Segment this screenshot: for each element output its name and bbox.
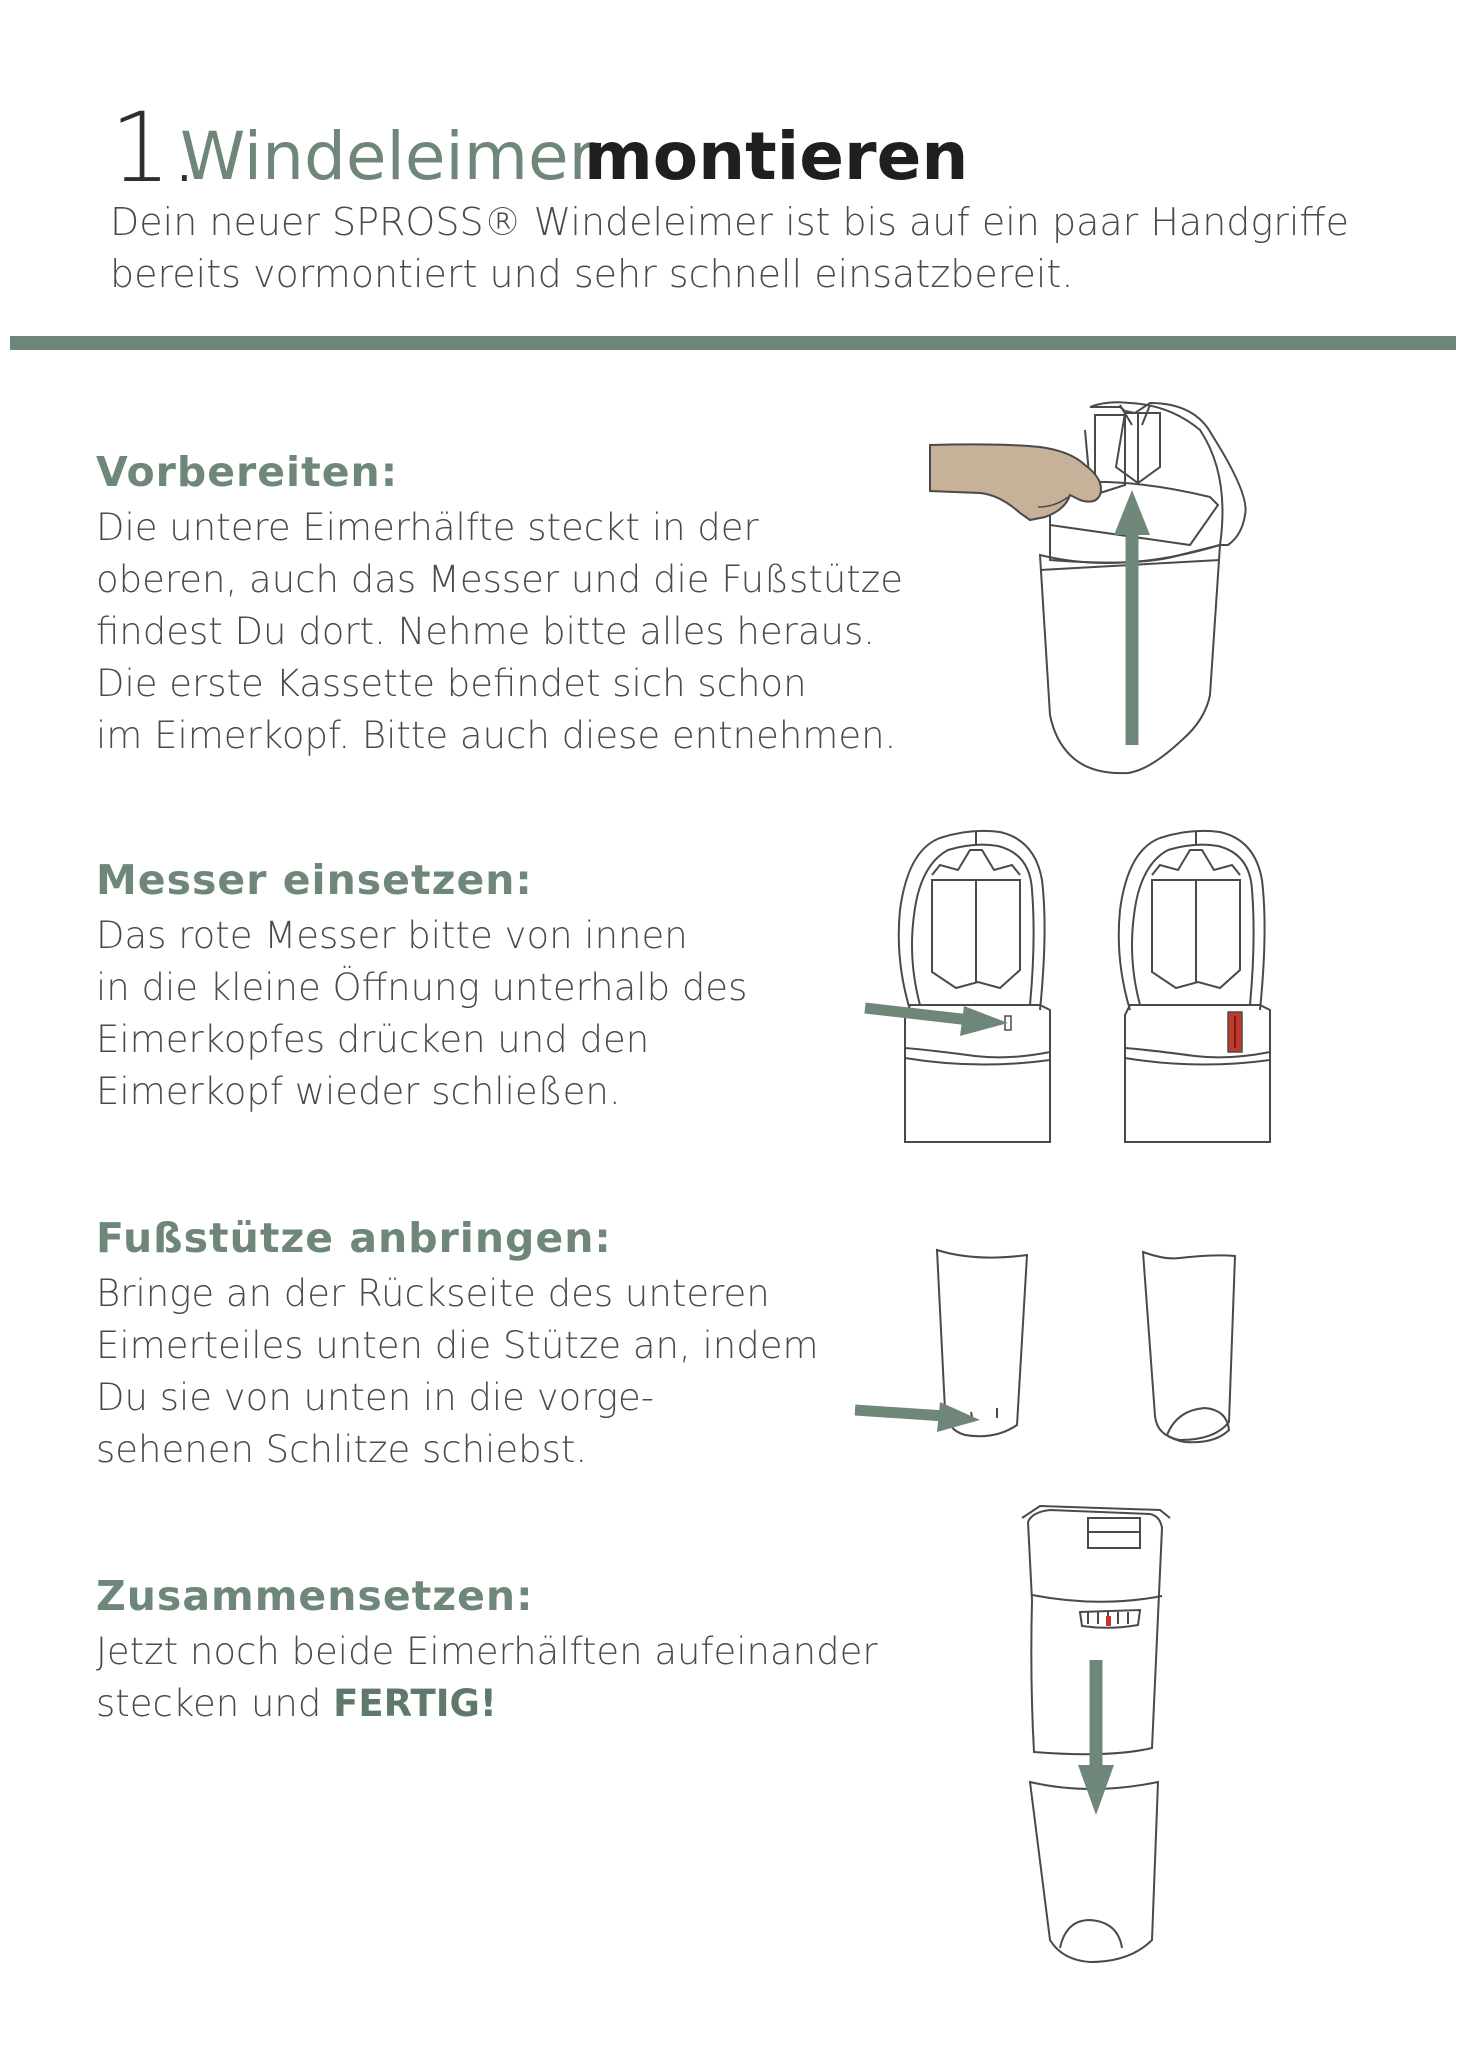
step-body-vorbereiten: Die untere Eimerhälfte steckt in der oberen, auch das Messer und die Fußstütze findest Du dort. Nehme bitte alles heraus. Die erste Kassette befindet sich schon im Eimerkopf. Bitte auch diese entnehmen. — [96, 506, 903, 757]
fertig-highlight: FERTIG! — [333, 1682, 497, 1725]
step-body-text: Jetzt noch beide Eimerhälften aufeinander stecken und — [96, 1630, 878, 1725]
foot-support-illustration — [855, 1240, 1285, 1470]
step-body-messer: Das rote Messer bitte von innen in die kleine Öffnung unterhalb des Eimerkopfes drücken und den Eimerkopf wieder schließen. — [96, 914, 748, 1113]
section-number: 1. — [110, 92, 198, 204]
step-title-vorbereiten: Vorbereiten: — [96, 448, 399, 496]
arrow-down-icon — [1078, 1765, 1114, 1815]
arrow-up-icon — [1114, 490, 1150, 535]
step-title-messer: Messer einsetzen: — [96, 856, 533, 904]
arrow-right-icon — [937, 1402, 980, 1432]
subtitle: Dein neuer SPROSS® Windeleimer ist bis auf ein paar Handgriffe bereits vormontiert und sehr schnell einsatzbereit. — [110, 200, 1349, 296]
step-title-fussstuetze: Fußstütze anbringen: — [96, 1214, 612, 1262]
step-title-zusammensetzen: Zusammensetzen: — [96, 1572, 534, 1620]
arrow-right-icon — [960, 1006, 1008, 1036]
step-body-zusammensetzen — [96, 1626, 878, 1730]
step-body-fussstuetze: Bringe an der Rückseite des unteren Eimerteiles unten die Stütze an, indem Du sie von unten in die vorge- sehenen Schlitze schiebst. — [96, 1272, 819, 1471]
hand-icon — [930, 444, 1101, 520]
title-bold: montieren — [584, 118, 969, 195]
title-accent: Windeleimer — [180, 118, 596, 195]
knife-insert-illustration — [860, 820, 1320, 1160]
bin-open-with-hand-illustration — [920, 395, 1260, 785]
assemble-bin-illustration — [1010, 1500, 1190, 1970]
divider — [10, 336, 1456, 350]
